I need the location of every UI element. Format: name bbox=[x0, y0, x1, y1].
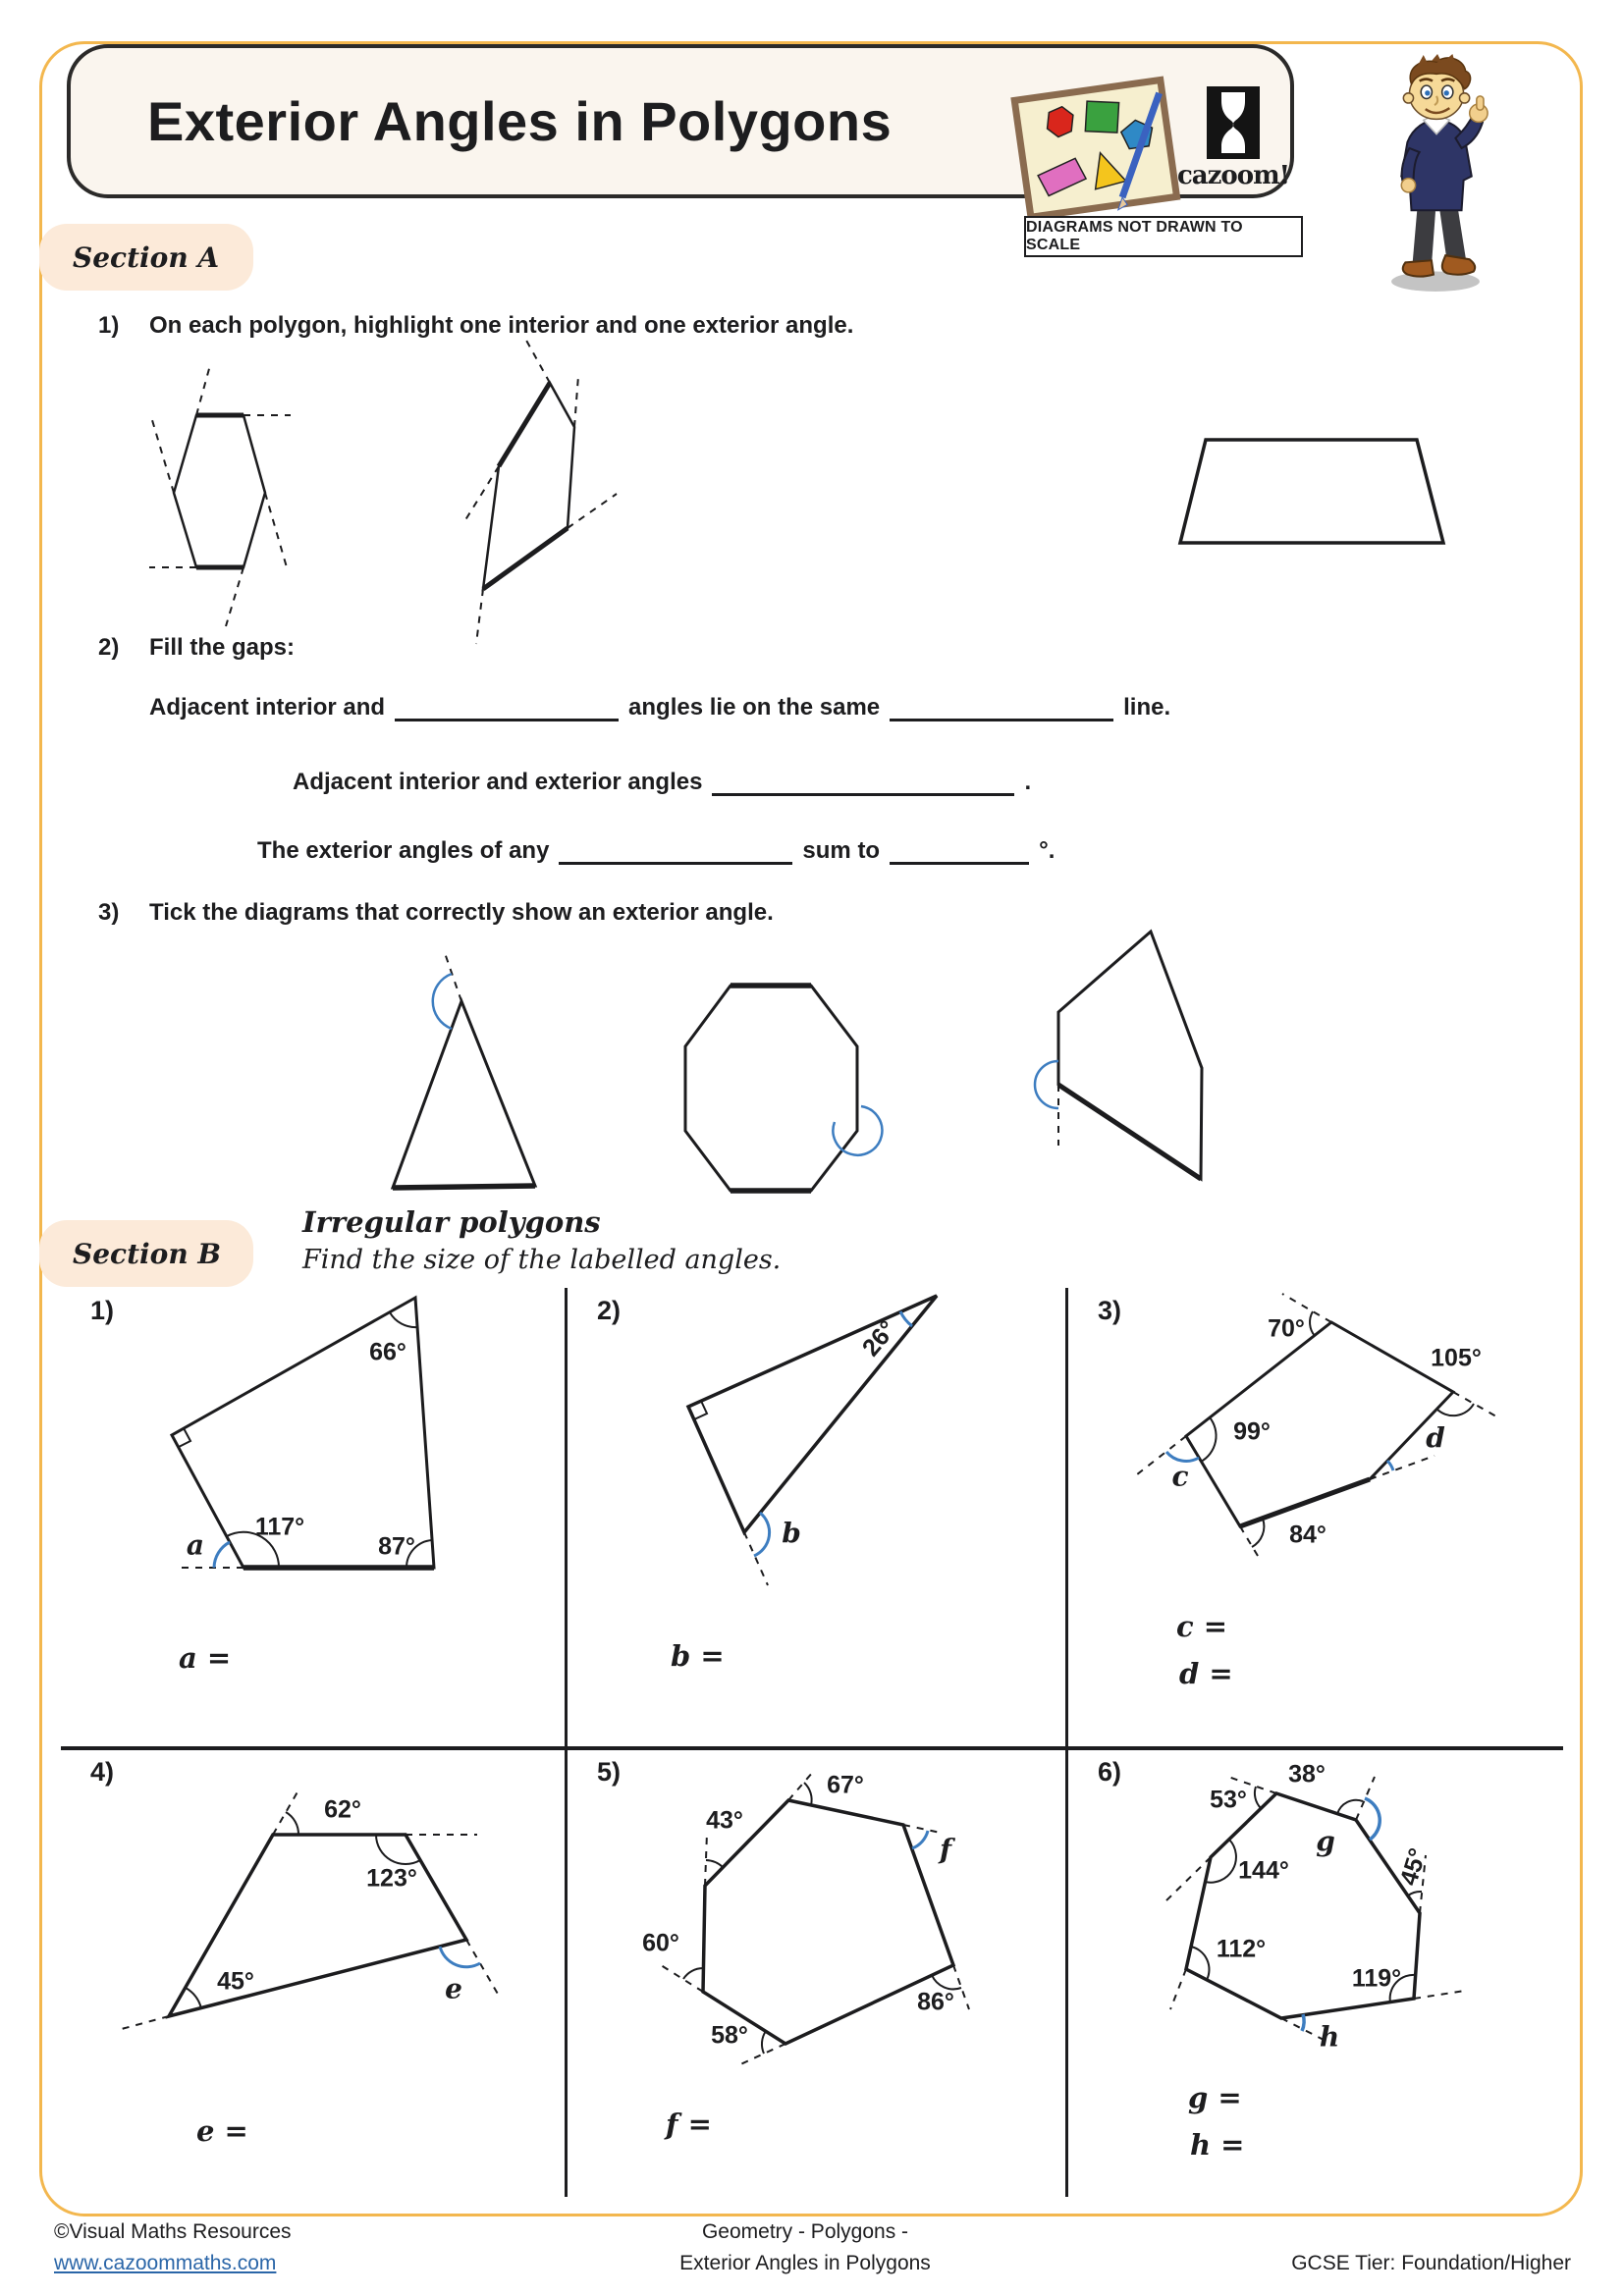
angle-label: 43° bbox=[706, 1806, 743, 1835]
question-3 bbox=[98, 899, 774, 927]
problem-6-cell bbox=[1068, 1749, 1572, 2208]
blank-field bbox=[712, 768, 1014, 796]
problem-1-diagram bbox=[61, 1288, 565, 1746]
problem-2-diagram bbox=[568, 1288, 1071, 1746]
angle-label: 26° bbox=[856, 1315, 902, 1362]
problem-3-cell bbox=[1068, 1288, 1572, 1746]
question-2-text: Fill the gaps: bbox=[149, 634, 296, 661]
section-a-label: Section A bbox=[39, 224, 253, 291]
angle-label: 70° bbox=[1268, 1314, 1305, 1343]
answer-line: e = bbox=[196, 2114, 248, 2148]
angle-label: 45° bbox=[217, 1967, 254, 1996]
question-1-number: 1) bbox=[98, 312, 120, 339]
problem-5-number: 5) bbox=[597, 1757, 622, 1787]
angle-label: 87° bbox=[378, 1532, 415, 1561]
problem-1-cell bbox=[61, 1288, 565, 1746]
question-2-number: 2) bbox=[98, 634, 120, 661]
problem-2-number: 2) bbox=[597, 1296, 622, 1325]
footer-left bbox=[54, 2220, 292, 2275]
answer-line: f = bbox=[666, 2108, 712, 2141]
problem-4-cell bbox=[61, 1749, 565, 2208]
angle-label: f bbox=[939, 1833, 952, 1866]
angle-label: 105° bbox=[1431, 1344, 1482, 1372]
angle-label: 86° bbox=[917, 1988, 954, 2016]
page-title: Exterior Angles in Polygons bbox=[147, 90, 893, 152]
angle-label: 66° bbox=[369, 1338, 406, 1366]
gap-line-1: Adjacent interior and angles lie on the same line. bbox=[149, 694, 1171, 721]
section-b-subheading: Find the size of the labelled angles. bbox=[302, 1245, 782, 1275]
answer-line: b = bbox=[671, 1639, 725, 1673]
scale-note: DIAGRAMS NOT DRAWN TO SCALE bbox=[1026, 219, 1243, 253]
blank-field bbox=[890, 693, 1113, 721]
angle-label: 38° bbox=[1288, 1760, 1326, 1789]
answer-line: h = bbox=[1190, 2128, 1245, 2162]
answer-line: c = bbox=[1176, 1610, 1228, 1643]
problem-6-diagram bbox=[1068, 1749, 1572, 2208]
blank-field bbox=[559, 836, 792, 865]
copyright: ©Visual Maths Resources bbox=[54, 2220, 292, 2243]
problem-4-number: 4) bbox=[90, 1757, 115, 1787]
angle-label: c bbox=[1171, 1460, 1189, 1493]
angle-label: 62° bbox=[324, 1795, 361, 1824]
angle-label: 119° bbox=[1351, 1964, 1402, 1993]
angle-label: 144° bbox=[1238, 1856, 1289, 1885]
trapezoid-diagram bbox=[1180, 440, 1443, 543]
angle-label: e bbox=[445, 1972, 462, 2005]
angle-label: 112° bbox=[1216, 1935, 1267, 1963]
question-3-number: 3) bbox=[98, 899, 120, 926]
problem-5-diagram bbox=[568, 1749, 1071, 2208]
footer-topic-line2: Exterior Angles in Polygons bbox=[679, 2252, 931, 2274]
hexagon-diagram bbox=[149, 365, 291, 626]
question-3-text: Tick the diagrams that correctly show an exterior angle. bbox=[149, 899, 774, 926]
problem-6-number: 6) bbox=[1098, 1757, 1122, 1787]
angle-label: 45° bbox=[1394, 1844, 1433, 1890]
angle-label: 53° bbox=[1210, 1786, 1247, 1814]
answer-line: g = bbox=[1188, 2081, 1242, 2114]
gap-line-2: Adjacent interior and exterior angles . bbox=[293, 769, 1032, 795]
problem-1-number: 1) bbox=[90, 1296, 115, 1325]
angle-label: b bbox=[782, 1517, 801, 1550]
problem-5-cell bbox=[568, 1749, 1071, 2208]
angle-label: d bbox=[1426, 1421, 1445, 1455]
section-b-heading: Irregular polygons bbox=[302, 1205, 601, 1239]
angle-label: 60° bbox=[642, 1929, 679, 1957]
q3-triangle-diagram bbox=[393, 950, 535, 1188]
angle-label: 99° bbox=[1233, 1417, 1271, 1446]
question-1-text: On each polygon, highlight one interior and one exterior angle. bbox=[149, 312, 854, 339]
angle-label: 67° bbox=[827, 1771, 864, 1799]
angle-label: 117° bbox=[254, 1513, 305, 1541]
footer-center bbox=[461, 2220, 1149, 2275]
answer-line: a = bbox=[179, 1641, 232, 1675]
footer-tier: GCSE Tier: Foundation/Higher bbox=[1291, 2252, 1571, 2274]
blank-field bbox=[395, 693, 619, 721]
gap-line-3: The exterior angles of any sum to °. bbox=[257, 837, 1056, 864]
angle-label: a bbox=[186, 1528, 205, 1562]
angle-label: 123° bbox=[366, 1864, 417, 1893]
question-2 bbox=[98, 634, 295, 662]
section-b-label: Section B bbox=[39, 1220, 253, 1287]
q3-octagon-diagram bbox=[685, 986, 882, 1191]
problem-3-diagram bbox=[1068, 1288, 1572, 1746]
answer-line: d = bbox=[1179, 1657, 1233, 1690]
problem-2-cell bbox=[568, 1288, 1071, 1746]
angle-label: 84° bbox=[1289, 1521, 1326, 1549]
problem-3-number: 3) bbox=[1098, 1296, 1122, 1325]
pentagon-diagram bbox=[463, 337, 617, 644]
problem-4-diagram bbox=[61, 1749, 565, 2208]
angle-label: h bbox=[1319, 2020, 1340, 2054]
angle-label: 58° bbox=[711, 2021, 748, 2050]
footer-topic-line1: Geometry - Polygons - bbox=[701, 2220, 909, 2243]
brand-name: cazoom! bbox=[1176, 161, 1290, 190]
blank-field bbox=[890, 836, 1029, 865]
q3-pentagon-diagram bbox=[1035, 932, 1202, 1179]
angle-label: g bbox=[1316, 1825, 1335, 1858]
website-link[interactable]: www.cazoommaths.com bbox=[54, 2252, 277, 2274]
